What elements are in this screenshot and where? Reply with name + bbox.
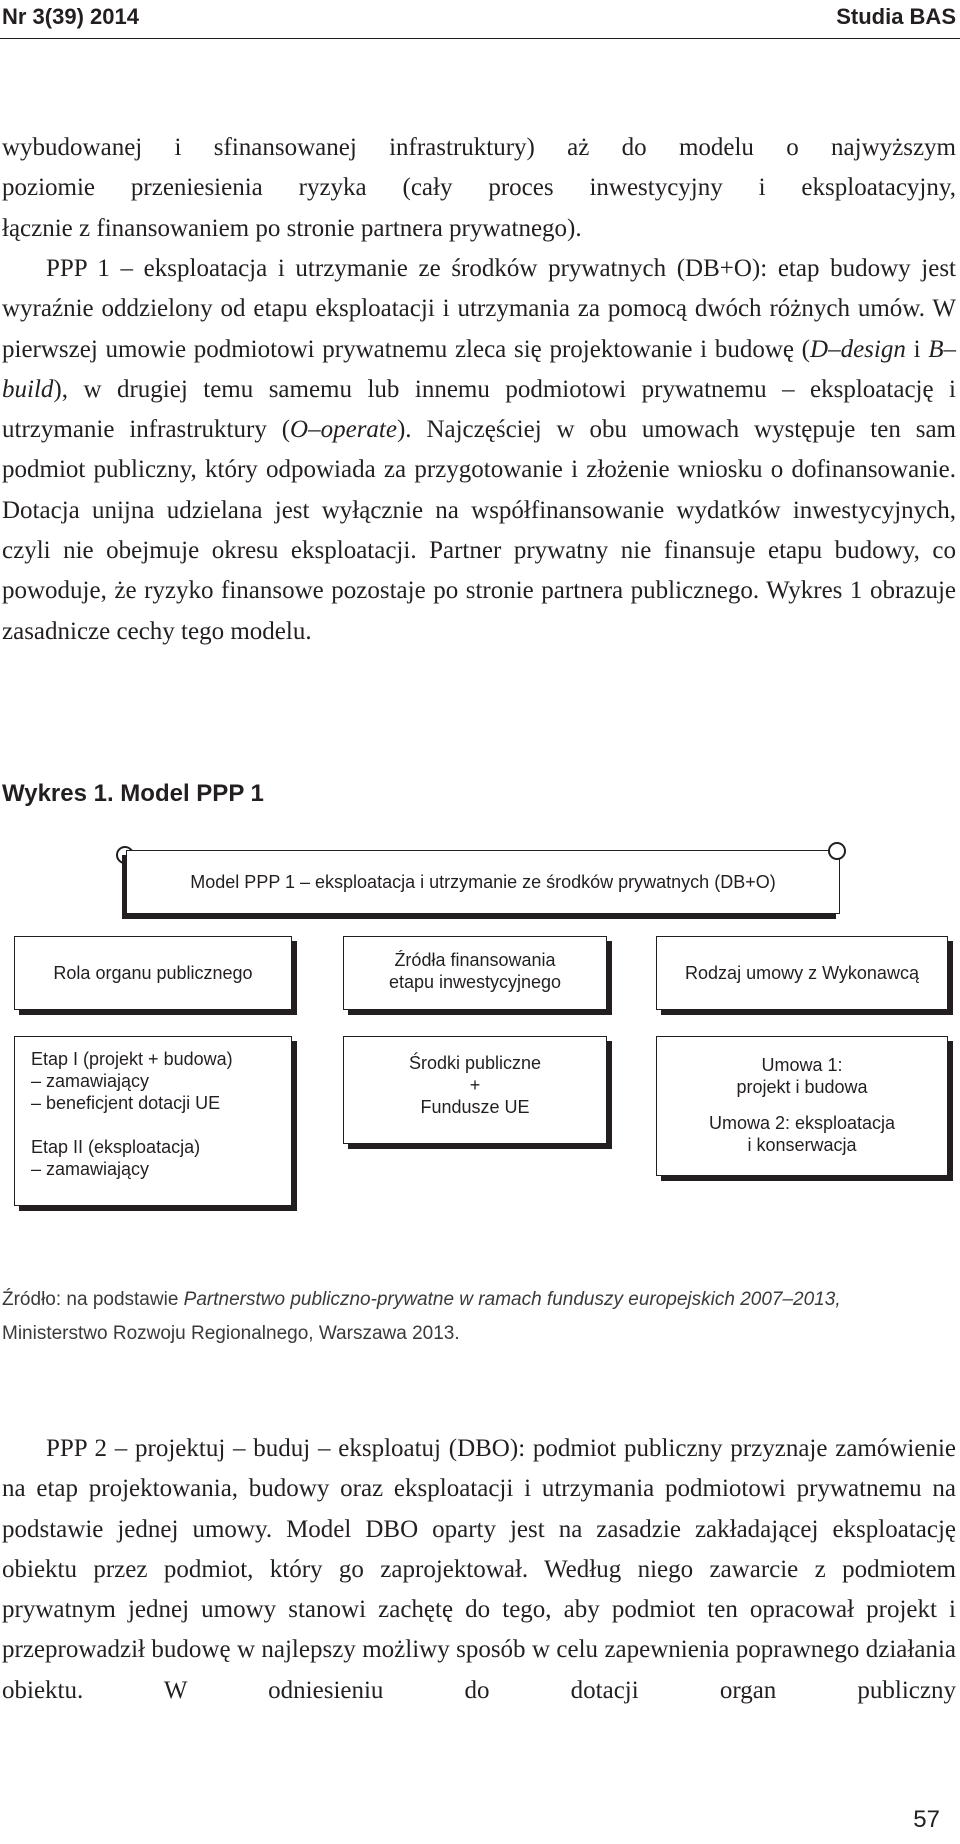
contract-line: projekt i budowa	[736, 1077, 868, 1097]
scroll-curl-right	[828, 842, 846, 860]
funding-header-line: Źródła finansowania	[394, 950, 556, 970]
term-build: build	[2, 375, 54, 403]
figure-source	[2, 1283, 956, 1351]
funding-line: Fundusze UE	[420, 1097, 530, 1117]
contract-line: i konserwacja	[747, 1135, 857, 1155]
abbr-sep: –	[943, 335, 956, 363]
paragraph-ppp1	[2, 249, 956, 652]
abbr-b: B	[928, 335, 944, 363]
source-publisher: Ministerstwo Rozwoju Regionalnego, Warszawa 2013.	[2, 1323, 460, 1344]
role-box	[14, 1036, 292, 1206]
issue-number: Nr 3(39) 2014	[2, 4, 139, 29]
funding-header-line: etapu inwestycyjnego	[388, 972, 562, 992]
paragraph-ppp2-text: PPP 2 – projektuj – buduj – eksploatuj (DBO): podmiot publiczny przyznaje zamówienie na etap projektowania, budowy oraz eksploatacji i utrzymania podmiotowi prywatnemu na podstawie jednej umowy. Model DBO oparty jest na zasadzie zakładającej eksploatację obiektu przez podmiot, który go zaprojektował. Według niego zawarcie z podmiotem prywatnym jednej umowy stanowi zachętę do tego, aby podmiot ten opracował projekt i przeprowadził budowę w najlepszy możliwy sposób w celu zapewnienia poprawnego działania obiektu. W odniesieniu do dotacji organ publiczny	[2, 1435, 956, 1704]
source-title: Partnerstwo publiczno-prywatne w ramach funduszy europejskich 2007–2013,	[183, 1289, 841, 1310]
term-operate: operate	[320, 416, 397, 444]
page-number: 57	[913, 1806, 940, 1833]
funding-box	[343, 1036, 607, 1144]
text-line: łącznie z finansowaniem po stronie partnera prywatnego).	[2, 214, 582, 242]
abbr-o: O	[290, 416, 309, 444]
contract-line: Umowa 2: eksploatacja	[708, 1113, 896, 1133]
text-line: wybudowanej i sfinansowanej infrastruktury) aż do modelu o najwyższym	[2, 134, 956, 161]
abbr-sep: –	[308, 416, 321, 444]
paragraph-ppp2	[2, 1429, 956, 1711]
page-header	[0, 0, 960, 39]
diagram-banner: Model PPP 1 – eksploatacja i utrzymanie ze środków prywatnych (DB+O)	[126, 850, 840, 914]
role-line: Etap I (projekt + budowa)	[31, 1049, 233, 1069]
role-line: – zamawiający	[31, 1071, 150, 1091]
role-line: – beneficjent dotacji UE	[31, 1093, 221, 1113]
figure-title: Wykres 1. Model PPP 1	[2, 780, 264, 807]
column-header-contract: Rodzaj umowy z Wykonawcą	[656, 936, 948, 1010]
role-line: – zamawiający	[31, 1159, 150, 1179]
ppp1-diagram	[0, 840, 960, 1240]
column-header-funding	[343, 936, 607, 1010]
funding-line: Środki publiczne	[408, 1053, 542, 1073]
source-prefix: Źródło: na podstawie	[2, 1289, 184, 1310]
paragraph-ppp1-mid: ), w drugiej temu samemu lub innemu podmiotowi prywatnemu – eksploatację i utrzymanie infrastruktury (	[2, 375, 956, 444]
funding-line: +	[469, 1075, 481, 1095]
term-design: design	[840, 335, 906, 363]
paragraph-ppp1-text: PPP 1 – eksploatacja i utrzymanie ze środków prywatnych (DB+O): etap budowy jest wyraźnie oddzielony od etapu eksploatacji i utrzymania za pomocą dwóch różnych umów. W pierwszej umowie podmiotowi prywatnemu zleca się projektowanie i budowę (	[2, 255, 956, 363]
abbr-d: D	[810, 335, 829, 363]
conjunction: i	[905, 335, 929, 363]
column-header-role: Rola organu publicznego	[14, 936, 292, 1010]
paragraph-continuation	[2, 128, 956, 249]
abbr-sep: –	[828, 335, 841, 363]
journal-name: Studia BAS	[836, 4, 956, 29]
role-line: Etap II (eksploatacja)	[31, 1137, 201, 1157]
contract-box	[656, 1036, 948, 1176]
paragraph-ppp1-rest: ). Najczęściej w obu umowach występuje ten sam podmiot publiczny, który odpowiada za przygotowanie i złożenie wniosku o dofinansowanie. Dotacja unijna udzielana jest wyłącznie na współfinansowanie wydatków inwestycyjnych, czyli nie obejmuje okresu eksploatacji. Partner prywatny nie finansuje etapu budowy, co powoduje, że ryzyko finansowe pozostaje po stronie partnera publicznego. Wykres 1 obrazuje zasadnicze cechy tego modelu.	[2, 416, 956, 645]
contract-line: Umowa 1:	[761, 1055, 843, 1075]
text-line: poziomie przeniesienia ryzyka (cały proces inwestycyjny i eksploatacyjny,	[2, 174, 956, 202]
